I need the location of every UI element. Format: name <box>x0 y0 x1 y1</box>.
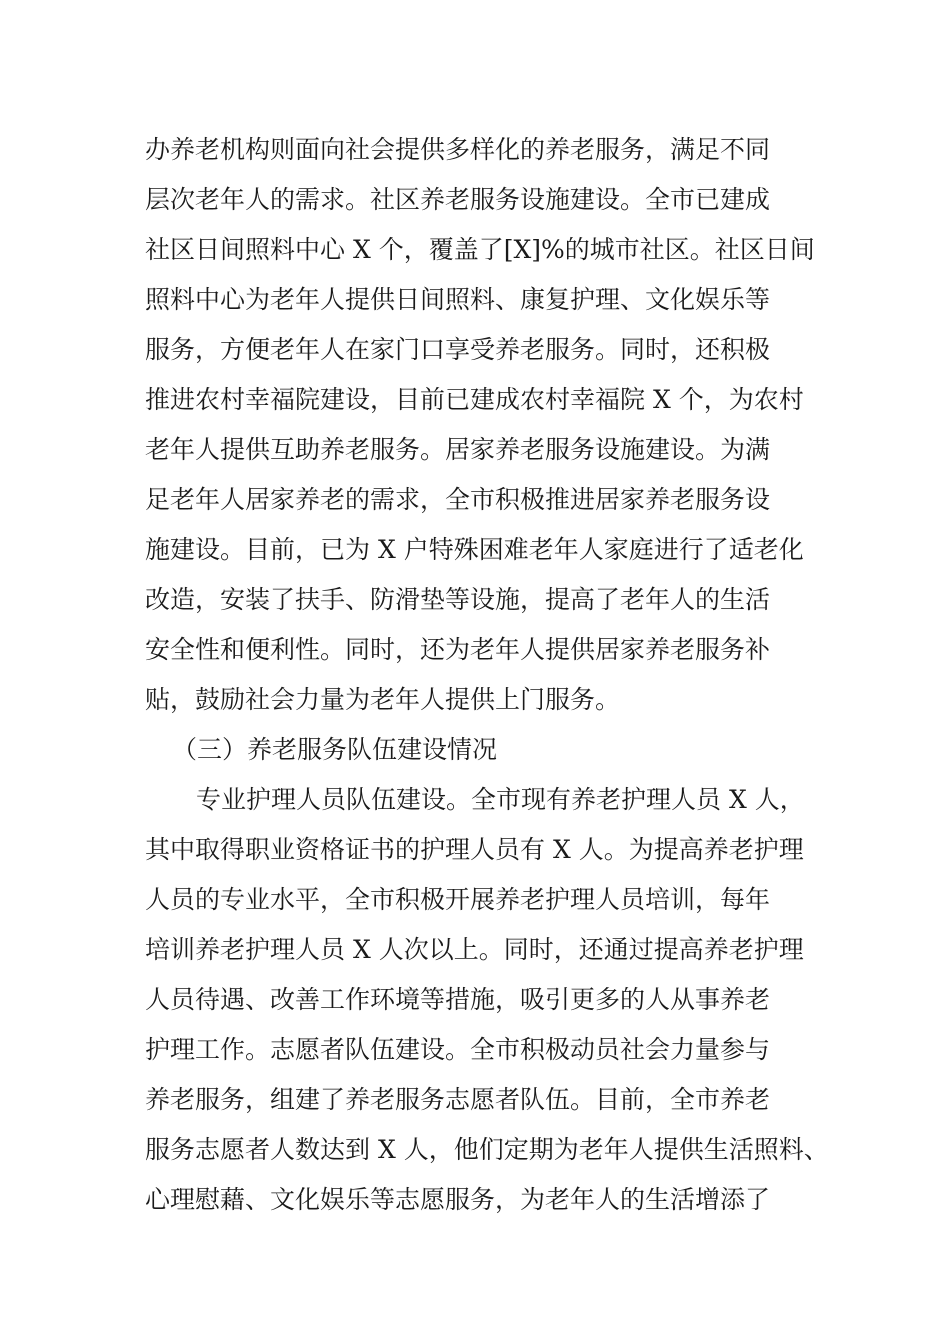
text-line: 安全性和便利性。同时，还为老年人提供居家养老服务补 <box>145 635 771 664</box>
text-line: 老年人提供互助养老服务。居家养老服务设施建设。为满 <box>145 435 771 464</box>
text-line: 心理慰藉、文化娱乐等志愿服务，为老年人的生活增添了 <box>145 1185 771 1214</box>
section-heading: （三）养老服务队伍建设情况 <box>172 735 498 764</box>
text-line: 足老年人居家养老的需求，全市积极推进居家养老服务设 <box>145 485 771 514</box>
text-line: 服务志愿者人数达到 X 人，他们定期为老年人提供生活照料、 <box>145 1135 829 1164</box>
text-line: 办养老机构则面向社会提供多样化的养老服务，满足不同 <box>145 135 771 164</box>
text-line: 其中取得职业资格证书的护理人员有 X 人。为提高养老护理 <box>145 835 804 864</box>
text-line: 培训养老护理人员 X 人次以上。同时，还通过提高养老护理 <box>145 935 804 964</box>
text-line: 专业护理人员队伍建设。全市现有养老护理人员 X 人， <box>196 785 805 814</box>
text-line: 推进农村幸福院建设，目前已建成农村幸福院 X 个，为农村 <box>145 385 804 414</box>
text-line: 照料中心为老年人提供日间照料、康复护理、文化娱乐等 <box>145 285 771 314</box>
text-line: 人员待遇、改善工作环境等措施，吸引更多的人从事养老 <box>145 985 771 1014</box>
text-line: 护理工作。志愿者队伍建设。全市积极动员社会力量参与 <box>145 1035 771 1064</box>
text-line: 层次老年人的需求。社区养老服务设施建设。全市已建成 <box>145 185 771 214</box>
text-line: 养老服务，组建了养老服务志愿者队伍。目前，全市养老 <box>145 1085 771 1114</box>
text-line: 服务，方便老年人在家门口享受养老服务。同时，还积极 <box>145 335 771 364</box>
text-line: 人员的专业水平，全市积极开展养老护理人员培训，每年 <box>145 885 771 914</box>
text-line: 贴，鼓励社会力量为老年人提供上门服务。 <box>145 685 621 714</box>
text-line: 社区日间照料中心 X 个，覆盖了[X]%的城市社区。社区日间 <box>145 235 815 264</box>
text-line: 施建设。目前，已为 X 户特殊困难老年人家庭进行了适老化 <box>145 535 804 564</box>
text-line: 改造，安装了扶手、防滑垫等设施，提高了老年人的生活 <box>145 585 771 614</box>
